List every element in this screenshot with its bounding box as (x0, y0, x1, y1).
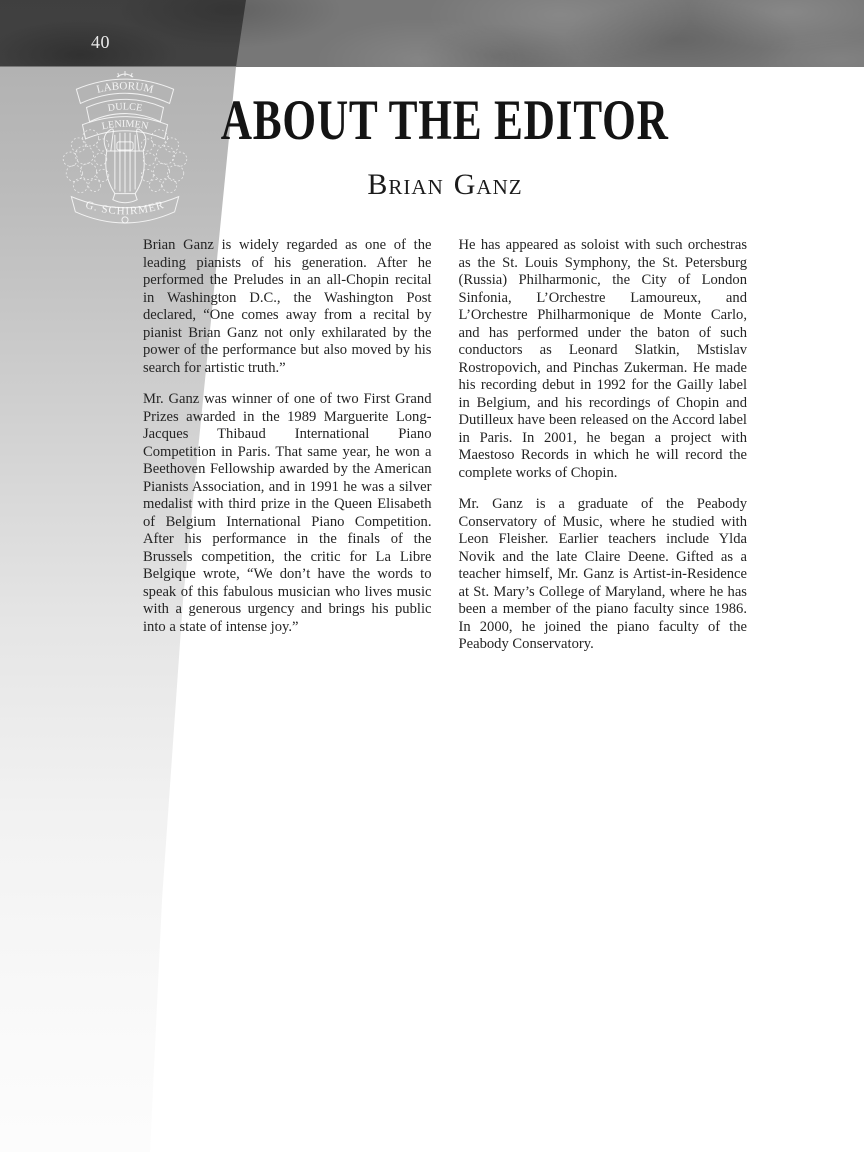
bio-paragraph: Brian Ganz is widely regarded as one of the leading pianists of his generation. After he performed the Preludes in an all-Chopin recital in Washington D.C., the Washington Post declared, “One comes away from a recital by pianist Brian Ganz not only exhilarated by the power of the performance but also moved by his search for artistic truth.” (143, 237, 432, 376)
svg-text:G. SCHIRMER (84, 199, 166, 217)
bio-paragraph: Mr. Ganz was winner of one of two First Grand Prizes awarded in the 1989 Marguerite Long-Jacques Thibaud International Piano Competition in Paris. That same year, he won a Beethoven Fellowship awarded by the American Pianists Association, and in 1991 he was a silver medalist with third prize in the Queen Elisabeth of Belgium International Piano Competition. After his performance in the finals of the Brussels competition, the critic for La Libre Belgique wrote, “We don’t have the words to speak of this fabulous musician who lives music with a generous urgency and brings his public into a state of intense joy.” (143, 391, 432, 635)
bio-column-right (459, 237, 748, 668)
page-title-text: ABOUT THE EDITOR (221, 89, 669, 152)
crown-ornament-icon (117, 71, 133, 77)
page-number: 40 (91, 32, 110, 52)
lyre-icon (104, 129, 146, 203)
motto-text-3: LENIMEN (100, 118, 150, 133)
editor-name (143, 169, 747, 201)
motto-text-1: LABORUM (95, 80, 155, 96)
svg-text:DULCE (107, 101, 143, 114)
bio-paragraph: Mr. Ganz is a graduate of the Peabody Conservatory of Music, where he studied with Leon Fleisher. Earlier teachers include Ylda Novik and the late Claire Deene. Gifted as a teacher himself, Mr. Ganz is Artist-in-Residence at St. Mary’s College of Maryland, where he has been a member of the piano faculty since 1986. In 2000, he joined the piano faculty of the Peabody Conservatory. (458, 496, 747, 652)
editor-first-name: BRIAN (367, 168, 444, 201)
biography-columns (143, 237, 747, 668)
bio-column-left (143, 237, 432, 668)
page-title (143, 89, 747, 152)
publisher-name-text: G. SCHIRMER (84, 198, 166, 218)
motto-text-2: DULCE (106, 101, 144, 115)
editor-last-name: GANZ (453, 168, 523, 201)
bio-paragraph: He has appeared as soloist with such orchestras as the St. Louis Symphony, the St. Petersburg (Russia) Philharmonic, the City of London Sinfonia, L’Orchestre Lamoureux, and L’Orchestre Philharmonique de Monte Carlo, and has performed under the baton of such conductors as Leonard Slatkin, Mstislav Rostropovich, and Pinchas Zukerman. He made his recording debut in 1992 for the Gailly label in Belgium, and his recordings of Chopin and Dutilleux have been released on the Accord label in Paris. In 2001, he began a project with Maestoso Records in which he will record the complete works of Chopin. (458, 237, 747, 481)
